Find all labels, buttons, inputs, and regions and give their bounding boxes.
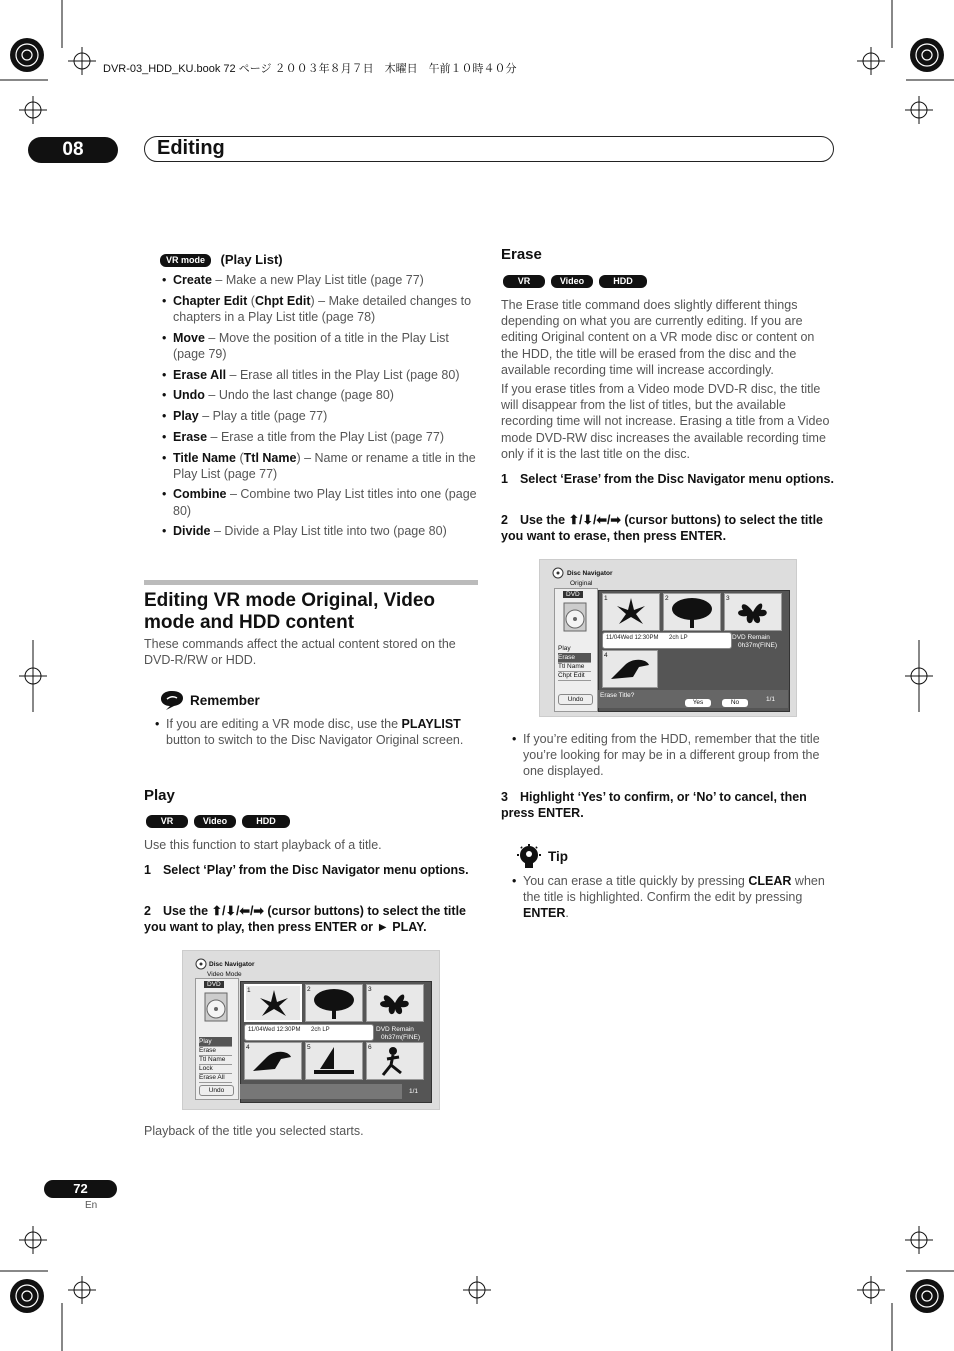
playlist-item: • Erase All – Erase all titles in the Play List (page 80): [160, 367, 480, 383]
thumb-2[interactable]: 2: [305, 984, 363, 1022]
title-info: 11/04Wed 12:30PM 2ch LP: [602, 632, 732, 649]
menu-play[interactable]: Play: [558, 644, 591, 654]
menu-undo[interactable]: Undo: [199, 1085, 234, 1096]
thumb-2[interactable]: 2: [663, 593, 721, 631]
disc-icon: [204, 992, 228, 1022]
playlist-block: [160, 252, 480, 544]
menu-erase[interactable]: Erase: [199, 1046, 232, 1056]
playlist-heading: (Play List): [220, 252, 283, 267]
yes-button[interactable]: Yes: [685, 699, 711, 707]
playlist-item: • Play – Play a title (page 77): [160, 408, 480, 424]
menu-erase-all[interactable]: Erase All: [199, 1073, 232, 1083]
thumb-1[interactable]: 1: [602, 593, 660, 631]
print-header: DVR-03_HDD_KU.book 72 ページ ２００３年８月７日 木曜日 午前１０時４０分: [103, 63, 517, 75]
play-step-1: 1 Select ‘Play’ from the Disc Navigator menu options.: [144, 863, 469, 877]
disc-navigator-icon: [552, 567, 564, 579]
menu-title-name[interactable]: Ttl Name: [558, 662, 591, 672]
menu-play[interactable]: Play: [199, 1037, 232, 1047]
tip-note: • You can erase a title quickly by pressing CLEAR when the title is highlighted. Confirm the edit by pressing ENTER.: [510, 873, 835, 926]
section-title: Editing VR mode Original, Video mode and HDD content: [144, 590, 436, 633]
remember-icon: [160, 689, 184, 711]
erase-badges: VR modeVideo modeHDD: [503, 273, 653, 291]
erase-note: • If you’re editing from the HDD, remember that the title you’re looking for may be in a different group from the one displayed.: [510, 731, 835, 784]
playlist-item: • Title Name (Ttl Name) – Name or rename a title in the Play List (page 77): [160, 450, 480, 482]
erase-step-1: 1 Select ‘Erase’ from the Disc Navigator menu options.: [501, 472, 834, 486]
chapter-number: 08: [28, 137, 118, 163]
play-result: Playback of the title you selected starts.: [144, 1124, 364, 1138]
page-number: 72: [44, 1180, 117, 1198]
chapter-title-bar: [144, 136, 834, 162]
vr-mode-badge: VR mode: [160, 254, 211, 267]
erase-paragraph-1: The Erase title command does slightly different things depending on what you are currently editing. If you are editing Original content on a VR mode disc or content on the HDD, the title will be erased from the disc and the available recording time will increase accordingly.: [501, 298, 815, 377]
no-button[interactable]: No: [722, 699, 748, 707]
erase-step-2: 2 Use the ⬆/⬇/⬅/➡ (cursor buttons) to select the title you want to erase, then press ENTER.: [501, 513, 823, 543]
erase-prompt: Erase Title?: [600, 692, 635, 699]
menu-chapter-edit[interactable]: Chpt Edit: [558, 671, 591, 681]
playlist-item: • Divide – Divide a Play List title into two (page 80): [160, 523, 480, 539]
playlist-item: • Chapter Edit (Chpt Edit) – Make detailed changes to chapters in a Play List title (page 78): [160, 293, 480, 325]
remember-note: • If you are editing a VR mode disc, use the PLAYLIST button to switch to the Disc Navigator Original screen.: [153, 716, 480, 753]
play-heading: Play: [144, 787, 175, 804]
playlist-item: • Erase – Erase a title from the Play List (page 77): [160, 429, 480, 445]
tip-icon: [516, 843, 542, 869]
title-info: 11/04Wed 12:30PM 2ch LP: [244, 1024, 374, 1041]
play-step-2: 2 Use the ⬆/⬇/⬅/➡ (cursor buttons) to select the title you want to play, then press ENTER or ► PLAY.: [144, 904, 466, 934]
erase-heading: Erase: [501, 246, 542, 263]
erase-step-3: 3 Highlight ‘Yes’ to confirm, or ‘No’ to cancel, then press ENTER.: [501, 790, 807, 820]
menu-undo[interactable]: Undo: [558, 694, 593, 705]
menu-title-name[interactable]: Ttl Name: [199, 1055, 232, 1065]
chapter-title: Editing: [157, 137, 225, 159]
playlist-command-list: [160, 272, 480, 539]
section-intro: These commands affect the actual content stored on the DVD-R/RW or HDD.: [144, 637, 456, 668]
play-screenshot: Disc Navigator Video Mode DVD Play Erase Ttl Name Lock Erase All Undo 1 2 3 11/04Wed 12:30PM 2ch LP DVD Remain 0h37m(FINE) 4 5 6 1/1: [182, 950, 440, 1110]
playlist-item: • Create – Make a new Play List title (page 77): [160, 272, 480, 288]
playlist-item: • Combine – Combine two Play List titles into one (page 80): [160, 486, 480, 518]
disc-icon: [563, 602, 587, 632]
play-intro: Use this function to start playback of a title.: [144, 838, 382, 852]
thumb-6[interactable]: 6: [366, 1042, 424, 1080]
playlist-item: • Move – Move the position of a title in the Play List (page 79): [160, 330, 480, 362]
thumb-4[interactable]: 4: [602, 650, 658, 688]
remember-label: Remember: [190, 693, 260, 708]
page-language: En: [85, 1200, 98, 1211]
menu-erase[interactable]: Erase: [558, 653, 591, 663]
thumb-5[interactable]: 5: [305, 1042, 363, 1080]
disc-navigator-icon: [195, 958, 207, 970]
erase-paragraph-2: If you erase titles from a Video mode DVD-R disc, the title will disappear from the list of titles, but the available recording time will not increase. Erasing a title from a Video mode DVD-RW disc increases the available recording time only if it is the last title on the disc.: [501, 382, 830, 461]
thumb-3[interactable]: 3: [724, 593, 782, 631]
section-divider: [144, 580, 478, 585]
erase-screenshot: Disc Navigator Original DVD Play Erase Ttl Name Chpt Edit Undo 1 2 3 11/04Wed 12:30PM 2ch LP DVD Remain 0h37m(FINE) 4 Erase Title? Yes No 1/1: [539, 559, 797, 717]
menu-lock[interactable]: Lock: [199, 1064, 232, 1074]
thumb-4[interactable]: 4: [244, 1042, 302, 1080]
play-badges: VR modeVideo modeHDD: [146, 813, 296, 831]
thumb-3[interactable]: 3: [366, 984, 424, 1022]
thumb-1[interactable]: 1: [244, 984, 302, 1022]
tip-label: Tip: [548, 849, 568, 864]
playlist-item: • Undo – Undo the last change (page 80): [160, 387, 480, 403]
